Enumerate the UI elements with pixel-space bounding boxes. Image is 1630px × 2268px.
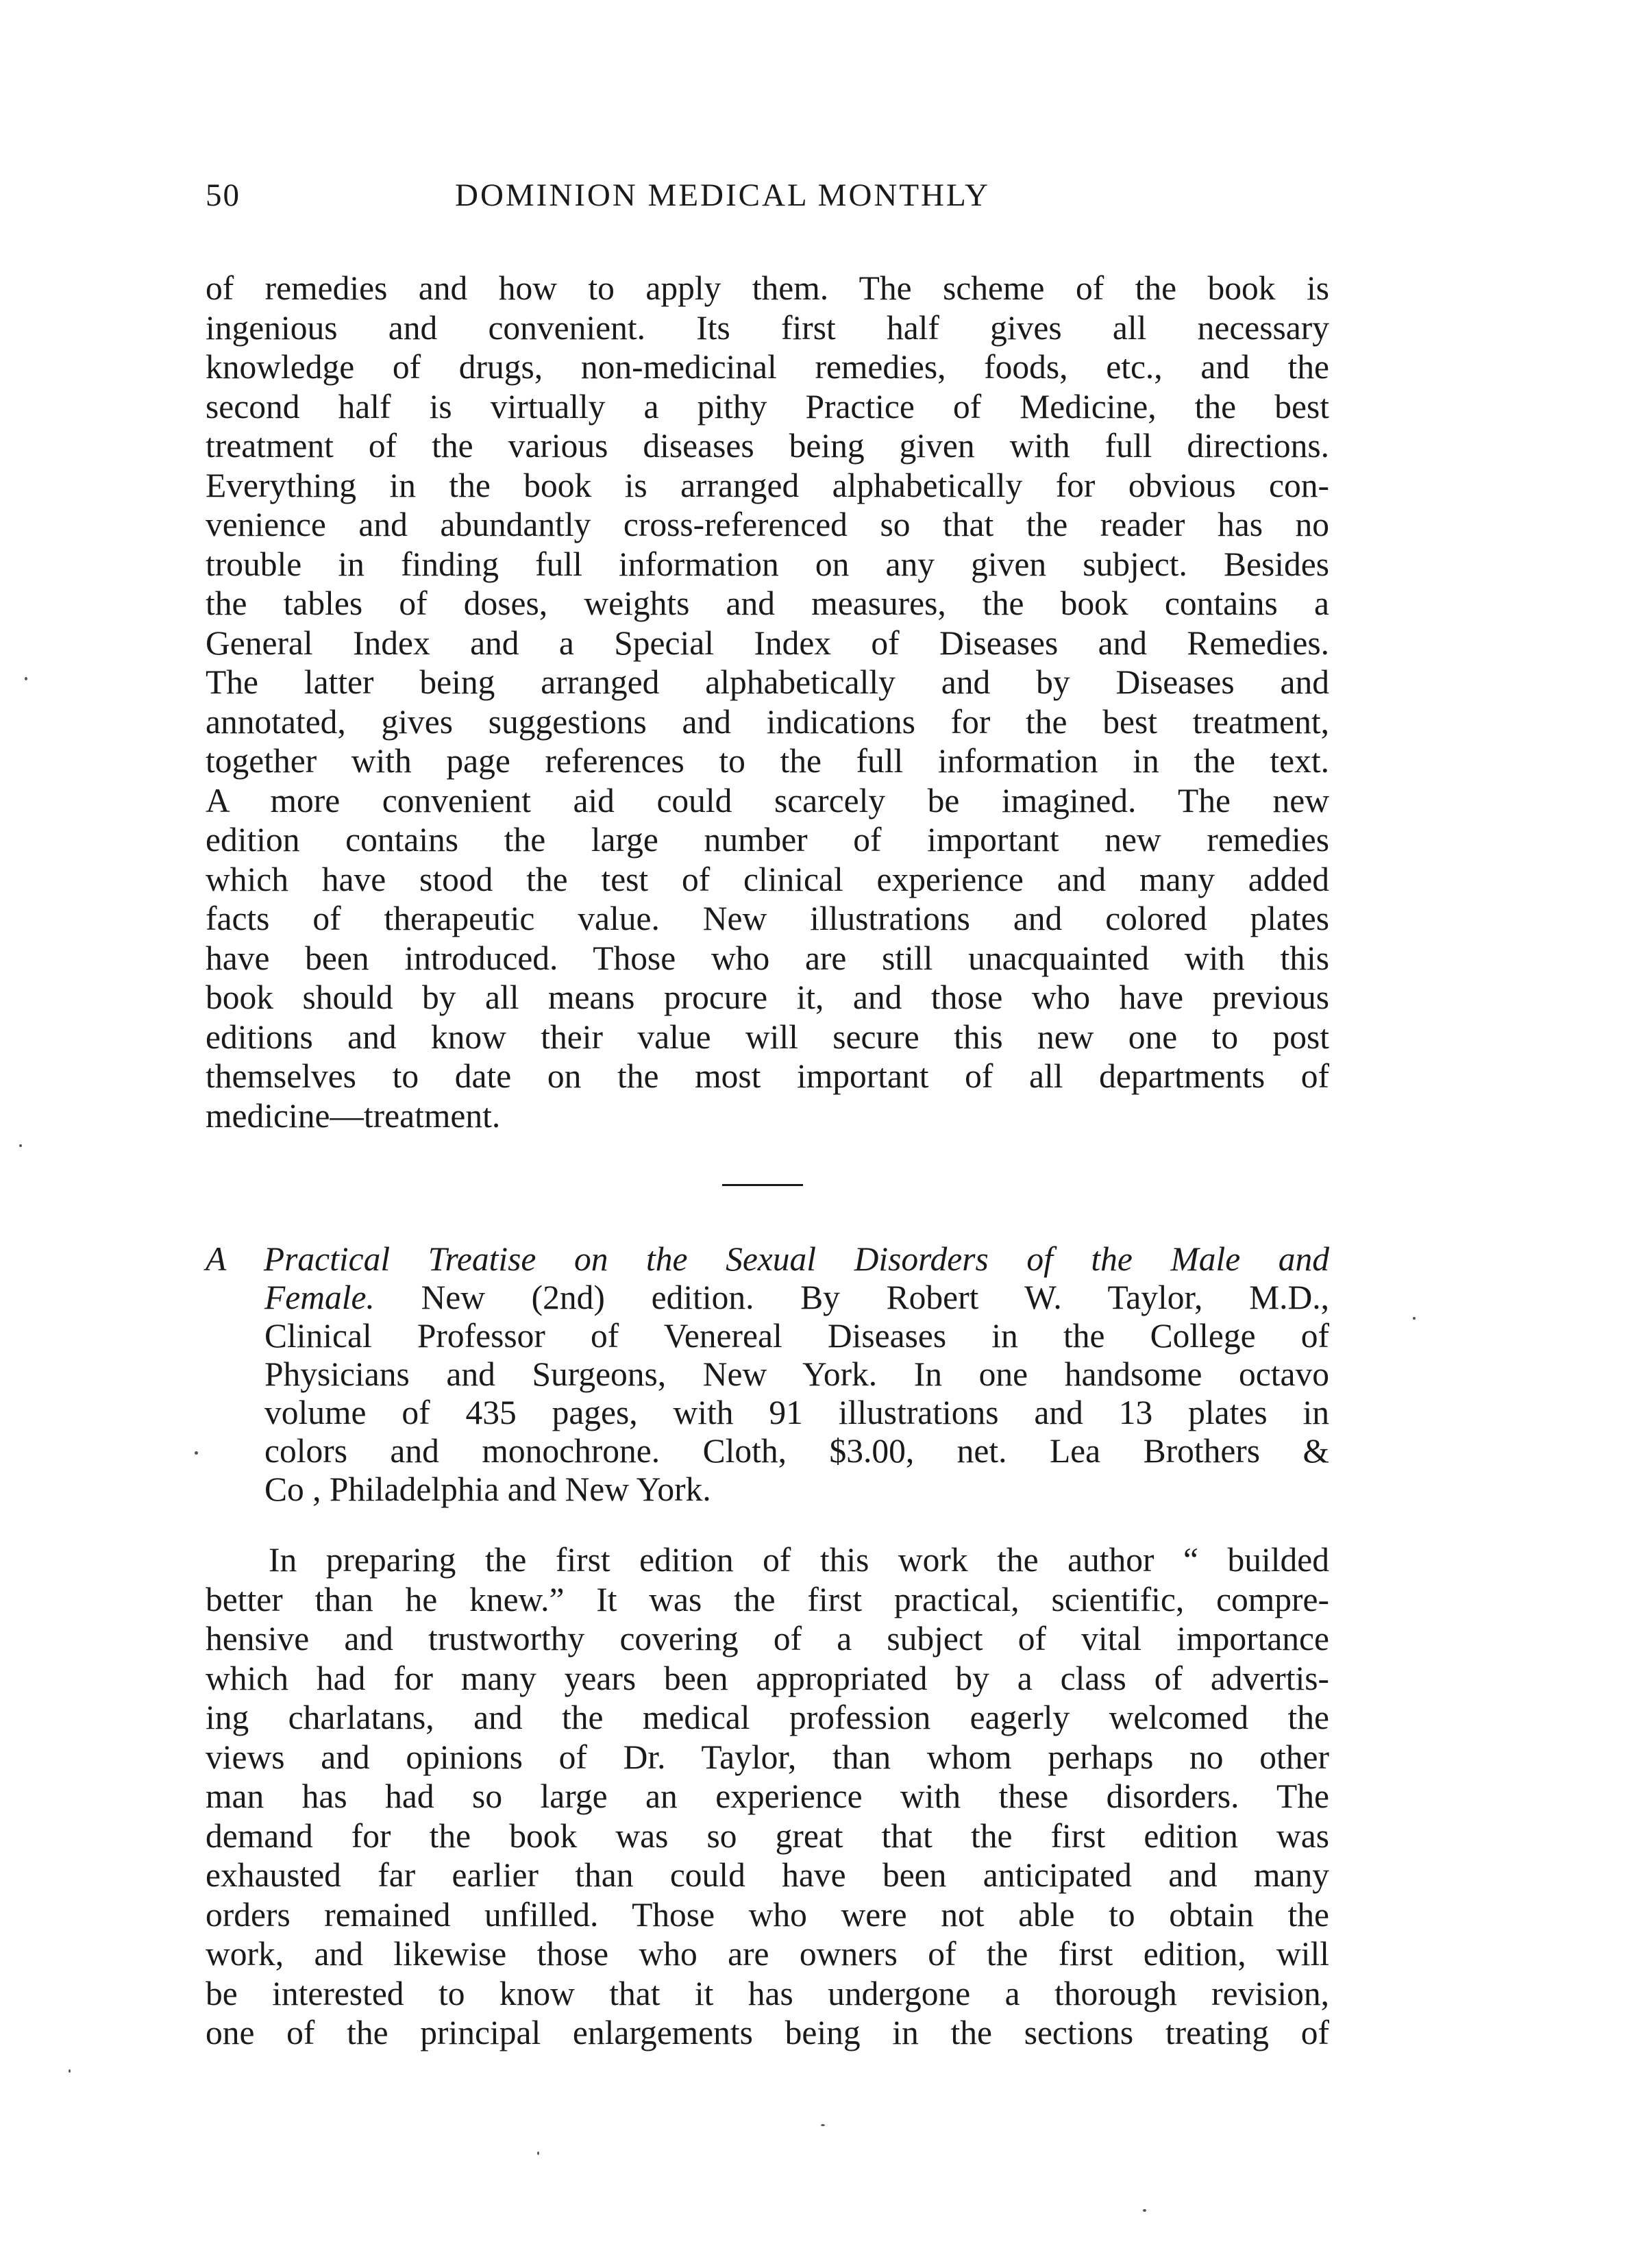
- text-line: be interested to know that it has undergone a thorough revision,: [206, 1974, 1329, 2012]
- text-line: which had for many years been appropriated by a class of advertis-: [206, 1659, 1329, 1697]
- text-line: the tables of doses, weights and measures, the book contains a: [206, 584, 1329, 622]
- text-line: The latter being arranged alphabetically and by Diseases and: [206, 663, 1329, 701]
- scan-speck: [821, 2124, 825, 2126]
- text-line: ing charlatans, and the medical profession eagerly welcomed the: [206, 1699, 1329, 1736]
- text-line: annotated, gives suggestions and indications for the best treatment,: [206, 702, 1329, 741]
- text-line: editions and know their value will secure this new one to post: [206, 1018, 1329, 1056]
- running-head: [206, 177, 1329, 225]
- citation-line: Co , Philadelphia and New York.: [264, 1470, 711, 1508]
- text-line: exhausted far earlier than could have been anticipated and many: [206, 1856, 1329, 1894]
- text-line: work, and likewise those who are owners of the first edition, will: [206, 1935, 1329, 1973]
- text-line: themselves to date on the most important of all departments of: [206, 1057, 1329, 1095]
- review-paragraph-2: [206, 1540, 1329, 2053]
- scan-speck: [537, 2152, 539, 2155]
- text-line: together with page references to the full information in the text.: [206, 742, 1329, 780]
- text-line: ingenious and convenient. Its first half gives all necessary: [206, 308, 1329, 347]
- section-divider: [722, 1184, 803, 1186]
- citation-line: [206, 1279, 1329, 1317]
- citation-title-end: Female.: [264, 1279, 375, 1316]
- text-line: man has had so large an experience with these disorders. The: [206, 1777, 1329, 1815]
- text-line: venience and abundantly cross-referenced so that the reader has no: [206, 506, 1329, 543]
- citation-line: volume of 435 pages, with 91 illustrations and 13 plates in: [264, 1394, 1329, 1431]
- text-line: hensive and trustworthy covering of a subject of vital importance: [206, 1620, 1329, 1657]
- text-line: demand for the book was so great that the first edition was: [206, 1816, 1329, 1855]
- text-line: A more convenient aid could scarcely be imagined. The new: [206, 781, 1329, 819]
- review-paragraph-1: [206, 269, 1329, 1135]
- citation-line: colors and monochrone. Cloth, $3.00, net. Lea Brothers &: [264, 1432, 1329, 1470]
- text-line: edition contains the large number of important new remedies: [206, 821, 1329, 859]
- text-line: which have stood the test of clinical experience and many added: [206, 860, 1329, 898]
- text-line: orders remained unfilled. Those who were not able to obtain the: [206, 1895, 1329, 1934]
- scan-speck: [1413, 1317, 1416, 1320]
- text-line: of remedies and how to apply them. The scheme of the book is: [206, 269, 1329, 307]
- citation-title-line: A Practical Treatise on the Sexual Disorders of the Male and: [206, 1240, 1329, 1278]
- scan-speck: [25, 677, 27, 680]
- scan-speck: [19, 1144, 22, 1147]
- text-line: better than he knew.” It was the first practical, scientific, compre-: [206, 1580, 1329, 1618]
- citation-line: Physicians and Surgeons, New York. In one handsome octavo: [264, 1355, 1329, 1393]
- text-line: have been introduced. Those who are still unacquainted with this: [206, 939, 1329, 977]
- scan-speck: [1143, 2209, 1146, 2212]
- text-line: views and opinions of Dr. Taylor, than whom perhaps no other: [206, 1738, 1329, 1776]
- text-line: facts of therapeutic value. New illustrations and colored plates: [206, 900, 1329, 937]
- text-line: General Index and a Special Index of Diseases and Remedies.: [206, 624, 1329, 662]
- scan-speck: [195, 1451, 198, 1455]
- text-line: knowledge of drugs, non-medicinal remedies, foods, etc., and the: [206, 348, 1329, 386]
- citation-line: Clinical Professor of Venereal Diseases in the College of: [264, 1317, 1329, 1355]
- text-line: In preparing the first edition of this work the author “ builded: [269, 1541, 1329, 1579]
- text-line: Everything in the book is arranged alphabetically for obvious con-: [206, 466, 1329, 504]
- text-line: treatment of the various diseases being given with full directions.: [206, 427, 1329, 465]
- text-line: trouble in finding full information on any given subject. Besides: [206, 545, 1329, 583]
- citation-author: New (2nd) edition. By Robert W. Taylor, M.D.,: [374, 1279, 1329, 1316]
- page-number: 50: [206, 177, 240, 213]
- journal-title: DOMINION MEDICAL MONTHLY: [455, 177, 990, 213]
- scan-speck: [69, 2069, 71, 2073]
- text-line: one of the principal enlargements being in the sections treating of: [206, 2014, 1329, 2051]
- book-citation: [206, 1240, 1329, 1509]
- text-line: second half is virtually a pithy Practice of Medicine, the best: [206, 387, 1329, 426]
- text-line: book should by all means procure it, and those who have previous: [206, 978, 1329, 1016]
- text-line: medicine—treatment.: [206, 1096, 501, 1135]
